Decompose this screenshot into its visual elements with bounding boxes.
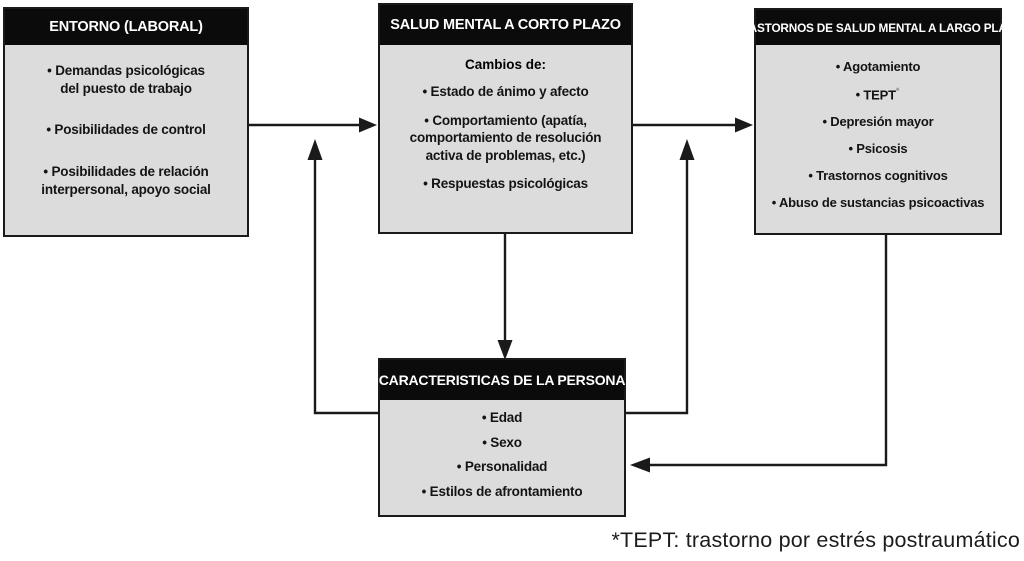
- list-item-text: • Edad: [380, 409, 624, 427]
- box-caracteristicas-persona: [378, 358, 626, 517]
- box-salud-list: [380, 83, 631, 193]
- arrow-trastornos-to-persona: [630, 235, 886, 473]
- list-item-text: comportamiento de resolución: [409, 130, 602, 146]
- box-persona-list: [380, 400, 624, 500]
- box-trastornos-largo-plazo: [733, 8, 1023, 235]
- list-item: [5, 121, 247, 139]
- box-salud-intro: Cambios de:: [464, 57, 546, 72]
- list-item: [380, 83, 631, 101]
- list-item: [756, 195, 1000, 212]
- list-item-text: • Posibilidades de control: [5, 121, 247, 139]
- list-item-text: • Comportamiento (apatía,: [380, 112, 631, 130]
- list-item-text: • Agotamiento: [756, 59, 1000, 76]
- list-item-text: • Depresión mayor: [756, 114, 1000, 131]
- arrow-persona-to-salud-trastornos-link: [626, 139, 695, 413]
- list-item-text: • Abuso de sustancias psicoactivas: [756, 195, 1000, 212]
- list-item: [5, 62, 247, 98]
- list-item: [380, 409, 624, 427]
- list-item-text: • Trastornos cognitivos: [756, 168, 1000, 185]
- list-item-text: • Psicosis: [756, 141, 1000, 158]
- tept-footnote: *TEPT: trastorno por estrés postraumático: [611, 528, 1020, 552]
- list-item: [756, 86, 1000, 104]
- arrow-persona-to-entorno-salud-link: [308, 139, 379, 413]
- arrow-entorno-to-salud: [249, 118, 377, 133]
- list-item: [380, 434, 624, 452]
- box-trastornos-list: [756, 45, 1000, 212]
- box-entorno-title: ENTORNO (LABORAL): [5, 9, 247, 45]
- list-item-text: del puesto de trabajo: [60, 81, 192, 97]
- list-item-text: • Estilos de afrontamiento: [380, 483, 624, 501]
- list-item-text: • Sexo: [380, 434, 624, 452]
- list-item: [380, 483, 624, 501]
- tept-footnote-marker: *: [895, 85, 901, 96]
- list-item: [756, 141, 1000, 158]
- list-item-text: • Demandas psicológicas: [5, 62, 247, 80]
- list-item-text: activa de problemas, etc.): [425, 147, 586, 163]
- list-item-text: • Respuestas psicológicas: [380, 175, 631, 193]
- arrow-salud-to-trastornos: [633, 118, 753, 133]
- arrow-salud-to-persona: [498, 234, 513, 360]
- list-item: [380, 175, 631, 193]
- box-salud-mental-corto-plazo: [378, 3, 633, 234]
- list-item: [756, 114, 1000, 131]
- list-item: [756, 59, 1000, 76]
- list-item: [756, 168, 1000, 185]
- box-salud-title: SALUD MENTAL A CORTO PLAZO: [380, 5, 631, 45]
- list-item-text: • Estado de ánimo y afecto: [380, 83, 631, 101]
- tept-label: TEPT: [863, 87, 896, 103]
- list-item-text: interpersonal, apoyo social: [41, 181, 211, 197]
- box-entorno-list: [5, 45, 247, 199]
- list-item-text: • Posibilidades de relación: [5, 163, 247, 181]
- list-item: [5, 163, 247, 199]
- box-entorno: [3, 7, 249, 237]
- box-persona-title: CARACTERISTICAS DE LA PERSONA: [380, 360, 624, 400]
- list-item-text: • Personalidad: [380, 458, 624, 476]
- list-item: [380, 458, 624, 476]
- list-item: [380, 112, 631, 165]
- box-trastornos-title: TRASTORNOS DE SALUD MENTAL A LARGO PLAZO: [756, 10, 1000, 45]
